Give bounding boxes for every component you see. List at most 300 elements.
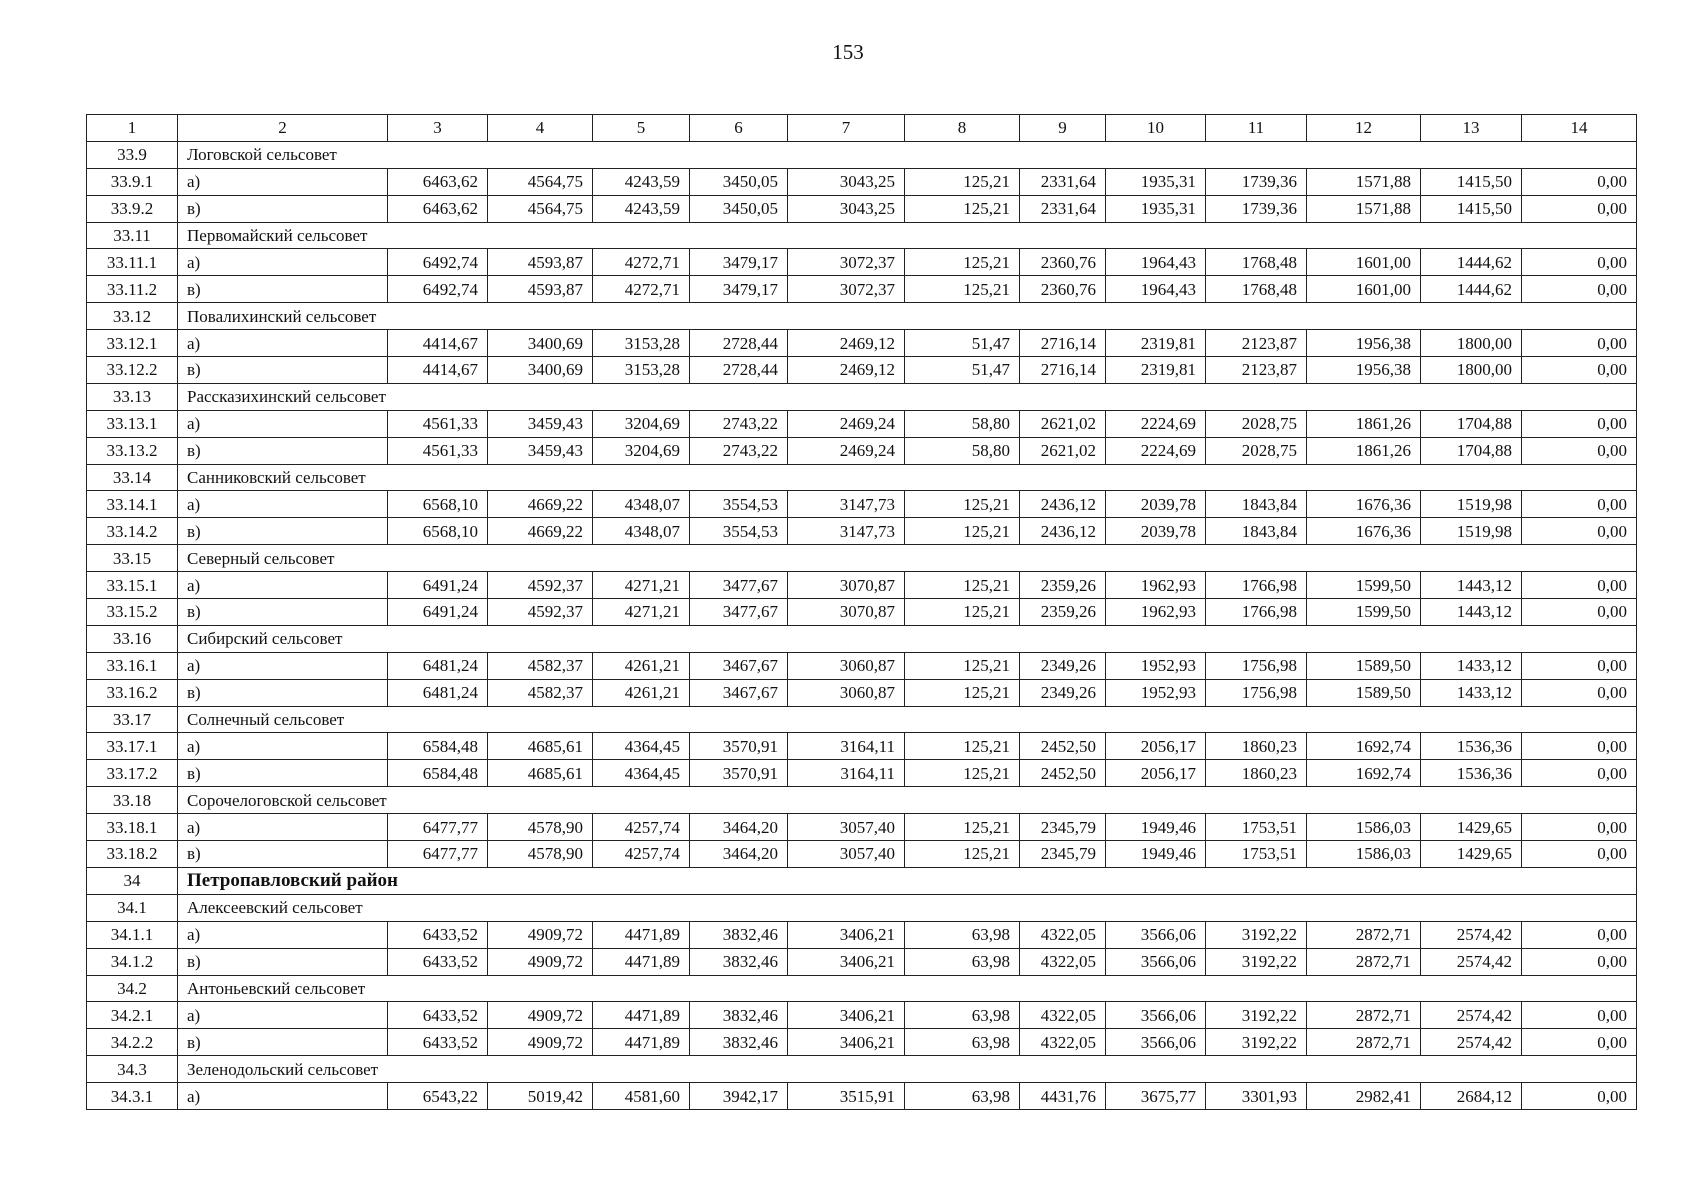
table-body <box>87 115 1637 1110</box>
section-name: Зеленодольский сельсовет <box>178 1056 1637 1083</box>
table-cell: 3459,43 <box>488 437 593 464</box>
table-cell: 4592,37 <box>488 599 593 626</box>
table-cell: 2728,44 <box>690 357 788 384</box>
table-cell: 6481,24 <box>388 652 488 679</box>
table-cell: 1952,93 <box>1106 652 1206 679</box>
table-cell: 2039,78 <box>1106 518 1206 545</box>
table-cell: 4471,89 <box>593 1002 690 1029</box>
table-cell: 1536,36 <box>1421 733 1522 760</box>
section-row <box>87 222 1637 249</box>
table-row <box>87 572 1637 599</box>
table-cell: 4471,89 <box>593 1029 690 1056</box>
row-variant: а) <box>178 249 388 276</box>
table-cell: 1429,65 <box>1421 814 1522 841</box>
row-variant: а) <box>178 814 388 841</box>
table-cell: 3566,06 <box>1106 948 1206 975</box>
table-cell: 3406,21 <box>788 921 905 948</box>
table-cell: 125,21 <box>905 814 1020 841</box>
table-cell: 2360,76 <box>1020 276 1106 303</box>
table-row <box>87 814 1637 841</box>
section-name: Северный сельсовет <box>178 545 1637 572</box>
table-cell: 1676,36 <box>1307 518 1421 545</box>
table-cell: 3043,25 <box>788 195 905 222</box>
table-cell: 2574,42 <box>1421 1002 1522 1029</box>
table-cell: 0,00 <box>1522 572 1637 599</box>
table-cell: 0,00 <box>1522 599 1637 626</box>
table-cell: 0,00 <box>1522 357 1637 384</box>
table-cell: 4364,45 <box>593 733 690 760</box>
table-cell: 3400,69 <box>488 357 593 384</box>
table-cell: 1415,50 <box>1421 195 1522 222</box>
table-cell: 1956,38 <box>1307 330 1421 357</box>
table-cell: 3072,37 <box>788 276 905 303</box>
table-cell: 4272,71 <box>593 249 690 276</box>
section-name: Санниковский сельсовет <box>178 464 1637 491</box>
table-cell: 1519,98 <box>1421 518 1522 545</box>
section-name: Повалихинский сельсовет <box>178 303 1637 330</box>
section-name: Солнечный сельсовет <box>178 706 1637 733</box>
table-cell: 51,47 <box>905 330 1020 357</box>
table-cell: 2574,42 <box>1421 921 1522 948</box>
row-number: 33.15.2 <box>87 599 178 626</box>
table-cell: 1800,00 <box>1421 330 1522 357</box>
row-variant: в) <box>178 760 388 787</box>
row-number: 33.15.1 <box>87 572 178 599</box>
row-variant: в) <box>178 841 388 868</box>
row-number: 33.18 <box>87 787 178 814</box>
column-header: 8 <box>905 115 1020 142</box>
table-cell: 3070,87 <box>788 572 905 599</box>
column-header: 11 <box>1206 115 1307 142</box>
table-cell: 4592,37 <box>488 572 593 599</box>
row-number: 34 <box>87 867 178 894</box>
table-cell: 1571,88 <box>1307 168 1421 195</box>
table-cell: 125,21 <box>905 572 1020 599</box>
table-cell: 3832,46 <box>690 1002 788 1029</box>
table-cell: 3147,73 <box>788 518 905 545</box>
table-cell: 4322,05 <box>1020 921 1106 948</box>
table-cell: 125,21 <box>905 733 1020 760</box>
table-cell: 4271,21 <box>593 599 690 626</box>
table-cell: 6433,52 <box>388 948 488 975</box>
table-cell: 3515,91 <box>788 1083 905 1110</box>
table-row <box>87 599 1637 626</box>
table-cell: 2872,71 <box>1307 921 1421 948</box>
table-cell: 6568,10 <box>388 518 488 545</box>
table-row <box>87 330 1637 357</box>
table-cell: 3832,46 <box>690 921 788 948</box>
table-cell: 4578,90 <box>488 841 593 868</box>
row-variant: а) <box>178 1083 388 1110</box>
table-cell: 2349,26 <box>1020 652 1106 679</box>
row-variant: а) <box>178 410 388 437</box>
table-cell: 1601,00 <box>1307 276 1421 303</box>
table-cell: 1599,50 <box>1307 572 1421 599</box>
table-cell: 1952,93 <box>1106 679 1206 706</box>
column-header: 6 <box>690 115 788 142</box>
table-cell: 2621,02 <box>1020 437 1106 464</box>
table-row <box>87 168 1637 195</box>
table-cell: 1443,12 <box>1421 572 1522 599</box>
table-cell: 125,21 <box>905 652 1020 679</box>
table-cell: 3477,67 <box>690 599 788 626</box>
table-cell: 4243,59 <box>593 195 690 222</box>
table-cell: 1739,36 <box>1206 168 1307 195</box>
table-cell: 4578,90 <box>488 814 593 841</box>
table-cell: 3566,06 <box>1106 921 1206 948</box>
table-cell: 58,80 <box>905 410 1020 437</box>
table-cell: 1415,50 <box>1421 168 1522 195</box>
row-number: 33.15 <box>87 545 178 572</box>
table-cell: 4909,72 <box>488 1029 593 1056</box>
row-number: 33.17 <box>87 706 178 733</box>
table-cell: 0,00 <box>1522 841 1637 868</box>
section-row <box>87 1056 1637 1083</box>
table-cell: 1739,36 <box>1206 195 1307 222</box>
table-cell: 3675,77 <box>1106 1083 1206 1110</box>
row-number: 33.13.1 <box>87 410 178 437</box>
row-number: 33.9.2 <box>87 195 178 222</box>
row-number: 33.18.1 <box>87 814 178 841</box>
table-row <box>87 518 1637 545</box>
table-cell: 1935,31 <box>1106 168 1206 195</box>
table-cell: 3060,87 <box>788 652 905 679</box>
table-row <box>87 841 1637 868</box>
table-cell: 3043,25 <box>788 168 905 195</box>
table-cell: 6463,62 <box>388 195 488 222</box>
row-number: 33.13 <box>87 383 178 410</box>
table-cell: 4271,21 <box>593 572 690 599</box>
table-cell: 1756,98 <box>1206 652 1307 679</box>
table-cell: 2123,87 <box>1206 357 1307 384</box>
table-cell: 2452,50 <box>1020 733 1106 760</box>
table-cell: 3467,67 <box>690 679 788 706</box>
row-number: 33.18.2 <box>87 841 178 868</box>
row-number: 34.2.2 <box>87 1029 178 1056</box>
table-cell: 1443,12 <box>1421 599 1522 626</box>
table-cell: 4909,72 <box>488 948 593 975</box>
table-cell: 2123,87 <box>1206 330 1307 357</box>
column-header: 7 <box>788 115 905 142</box>
tariff-table <box>86 114 1637 1110</box>
table-cell: 125,21 <box>905 249 1020 276</box>
table-cell: 2331,64 <box>1020 168 1106 195</box>
table-cell: 6433,52 <box>388 1002 488 1029</box>
section-row <box>87 383 1637 410</box>
table-cell: 4272,71 <box>593 276 690 303</box>
table-cell: 4669,22 <box>488 518 593 545</box>
row-variant: а) <box>178 168 388 195</box>
table-cell: 5019,42 <box>488 1083 593 1110</box>
table-cell: 2056,17 <box>1106 733 1206 760</box>
table-cell: 3400,69 <box>488 330 593 357</box>
table-cell: 1768,48 <box>1206 276 1307 303</box>
table-header-row <box>87 115 1637 142</box>
section-row <box>87 464 1637 491</box>
row-variant: в) <box>178 276 388 303</box>
table-cell: 4348,07 <box>593 491 690 518</box>
table-cell: 1586,03 <box>1307 841 1421 868</box>
table-cell: 1692,74 <box>1307 760 1421 787</box>
table-cell: 0,00 <box>1522 195 1637 222</box>
row-number: 34.1.1 <box>87 921 178 948</box>
table-cell: 2872,71 <box>1307 1029 1421 1056</box>
table-cell: 2982,41 <box>1307 1083 1421 1110</box>
table-cell: 2728,44 <box>690 330 788 357</box>
column-header: 9 <box>1020 115 1106 142</box>
table-cell: 1704,88 <box>1421 437 1522 464</box>
table-cell: 1768,48 <box>1206 249 1307 276</box>
table-cell: 2359,26 <box>1020 599 1106 626</box>
row-variant: а) <box>178 491 388 518</box>
table-cell: 3072,37 <box>788 249 905 276</box>
row-number: 33.16.1 <box>87 652 178 679</box>
table-cell: 2349,26 <box>1020 679 1106 706</box>
table-cell: 3570,91 <box>690 733 788 760</box>
row-number: 33.16 <box>87 625 178 652</box>
table-cell: 1704,88 <box>1421 410 1522 437</box>
table-cell: 4431,76 <box>1020 1083 1106 1110</box>
row-number: 34.3 <box>87 1056 178 1083</box>
table-cell: 2224,69 <box>1106 410 1206 437</box>
section-row <box>87 303 1637 330</box>
row-variant: в) <box>178 1029 388 1056</box>
table-cell: 3459,43 <box>488 410 593 437</box>
table-row <box>87 1083 1637 1110</box>
section-name: Первомайский сельсовет <box>178 222 1637 249</box>
table-cell: 3164,11 <box>788 733 905 760</box>
table-cell: 2436,12 <box>1020 491 1106 518</box>
table-cell: 6584,48 <box>388 733 488 760</box>
table-cell: 0,00 <box>1522 1083 1637 1110</box>
table-cell: 2331,64 <box>1020 195 1106 222</box>
table-cell: 1756,98 <box>1206 679 1307 706</box>
table-cell: 0,00 <box>1522 410 1637 437</box>
table-cell: 4561,33 <box>388 410 488 437</box>
table-cell: 0,00 <box>1522 652 1637 679</box>
row-variant: а) <box>178 733 388 760</box>
table-cell: 1753,51 <box>1206 814 1307 841</box>
table-cell: 63,98 <box>905 921 1020 948</box>
table-cell: 6477,77 <box>388 814 488 841</box>
table-cell: 3450,05 <box>690 195 788 222</box>
section-row <box>87 141 1637 168</box>
table-cell: 0,00 <box>1522 330 1637 357</box>
table-cell: 3570,91 <box>690 760 788 787</box>
table-cell: 1843,84 <box>1206 491 1307 518</box>
table-cell: 1962,93 <box>1106 599 1206 626</box>
table-cell: 0,00 <box>1522 437 1637 464</box>
table-cell: 58,80 <box>905 437 1020 464</box>
table-cell: 125,21 <box>905 841 1020 868</box>
table-cell: 1860,23 <box>1206 733 1307 760</box>
table-cell: 2028,75 <box>1206 437 1307 464</box>
row-variant: в) <box>178 518 388 545</box>
table-cell: 3942,17 <box>690 1083 788 1110</box>
table-cell: 1571,88 <box>1307 195 1421 222</box>
table-row <box>87 249 1637 276</box>
table-cell: 6491,24 <box>388 572 488 599</box>
row-variant: в) <box>178 948 388 975</box>
table-cell: 6481,24 <box>388 679 488 706</box>
table-cell: 0,00 <box>1522 760 1637 787</box>
table-cell: 2684,12 <box>1421 1083 1522 1110</box>
table-cell: 2716,14 <box>1020 357 1106 384</box>
table-row <box>87 437 1637 464</box>
table-cell: 1536,36 <box>1421 760 1522 787</box>
table-cell: 3467,67 <box>690 652 788 679</box>
row-variant: а) <box>178 330 388 357</box>
row-number: 33.14.2 <box>87 518 178 545</box>
table-cell: 2574,42 <box>1421 948 1522 975</box>
row-variant: а) <box>178 572 388 599</box>
table-cell: 1599,50 <box>1307 599 1421 626</box>
table-cell: 125,21 <box>905 518 1020 545</box>
table-cell: 125,21 <box>905 760 1020 787</box>
table-cell: 0,00 <box>1522 168 1637 195</box>
table-cell: 1860,23 <box>1206 760 1307 787</box>
table-cell: 4322,05 <box>1020 1029 1106 1056</box>
table-cell: 125,21 <box>905 491 1020 518</box>
table-cell: 6584,48 <box>388 760 488 787</box>
table-cell: 2452,50 <box>1020 760 1106 787</box>
table-cell: 1766,98 <box>1206 599 1307 626</box>
table-row <box>87 652 1637 679</box>
table-cell: 4581,60 <box>593 1083 690 1110</box>
table-cell: 4257,74 <box>593 841 690 868</box>
section-name: Алексеевский сельсовет <box>178 894 1637 921</box>
table-cell: 6492,74 <box>388 249 488 276</box>
table-cell: 4414,67 <box>388 330 488 357</box>
table-cell: 2345,79 <box>1020 841 1106 868</box>
table-cell: 0,00 <box>1522 1002 1637 1029</box>
table-cell: 3832,46 <box>690 948 788 975</box>
table-cell: 1861,26 <box>1307 437 1421 464</box>
table-cell: 3301,93 <box>1206 1083 1307 1110</box>
table-cell: 63,98 <box>905 1083 1020 1110</box>
table-cell: 1601,00 <box>1307 249 1421 276</box>
table-cell: 2469,12 <box>788 330 905 357</box>
table-cell: 3832,46 <box>690 1029 788 1056</box>
table-cell: 3070,87 <box>788 599 905 626</box>
table-cell: 3566,06 <box>1106 1002 1206 1029</box>
table-cell: 1861,26 <box>1307 410 1421 437</box>
table-cell: 0,00 <box>1522 814 1637 841</box>
table-cell: 2743,22 <box>690 437 788 464</box>
table-cell: 1444,62 <box>1421 249 1522 276</box>
row-variant: а) <box>178 652 388 679</box>
table-cell: 3479,17 <box>690 249 788 276</box>
table-row <box>87 733 1637 760</box>
table-cell: 6477,77 <box>388 841 488 868</box>
table-cell: 3554,53 <box>690 491 788 518</box>
column-header: 2 <box>178 115 388 142</box>
section-name: Логовской сельсовет <box>178 141 1637 168</box>
row-number: 33.9 <box>87 141 178 168</box>
table-cell: 3464,20 <box>690 814 788 841</box>
table-cell: 1429,65 <box>1421 841 1522 868</box>
row-number: 33.13.2 <box>87 437 178 464</box>
table-cell: 1964,43 <box>1106 276 1206 303</box>
row-number: 33.9.1 <box>87 168 178 195</box>
table-cell: 125,21 <box>905 195 1020 222</box>
table-row <box>87 357 1637 384</box>
row-variant: в) <box>178 437 388 464</box>
table-cell: 2469,24 <box>788 437 905 464</box>
table-cell: 2028,75 <box>1206 410 1307 437</box>
table-cell: 2469,24 <box>788 410 905 437</box>
row-number: 33.14.1 <box>87 491 178 518</box>
table-cell: 1753,51 <box>1206 841 1307 868</box>
table-cell: 4582,37 <box>488 652 593 679</box>
table-cell: 1433,12 <box>1421 679 1522 706</box>
table-cell: 3192,22 <box>1206 1002 1307 1029</box>
table-cell: 3554,53 <box>690 518 788 545</box>
table-cell: 3164,11 <box>788 760 905 787</box>
table-cell: 3192,22 <box>1206 948 1307 975</box>
table-cell: 0,00 <box>1522 518 1637 545</box>
row-number: 33.12.2 <box>87 357 178 384</box>
row-variant: в) <box>178 357 388 384</box>
table-cell: 2743,22 <box>690 410 788 437</box>
column-header: 10 <box>1106 115 1206 142</box>
table-cell: 3192,22 <box>1206 921 1307 948</box>
table-cell: 4909,72 <box>488 1002 593 1029</box>
table-cell: 3153,28 <box>593 357 690 384</box>
table-cell: 1589,50 <box>1307 652 1421 679</box>
table-cell: 4261,21 <box>593 679 690 706</box>
table-cell: 1676,36 <box>1307 491 1421 518</box>
table-cell: 1766,98 <box>1206 572 1307 599</box>
table-cell: 4593,87 <box>488 249 593 276</box>
table-cell: 3450,05 <box>690 168 788 195</box>
table-row <box>87 921 1637 948</box>
table-cell: 2469,12 <box>788 357 905 384</box>
section-row <box>87 975 1637 1002</box>
table-cell: 3406,21 <box>788 1002 905 1029</box>
table-cell: 6568,10 <box>388 491 488 518</box>
table-cell: 4471,89 <box>593 948 690 975</box>
row-number: 33.11 <box>87 222 178 249</box>
row-number: 33.11.2 <box>87 276 178 303</box>
section-name: Рассказихинский сельсовет <box>178 383 1637 410</box>
table-cell: 4471,89 <box>593 921 690 948</box>
column-header: 1 <box>87 115 178 142</box>
table-cell: 0,00 <box>1522 249 1637 276</box>
table-cell: 1800,00 <box>1421 357 1522 384</box>
section-row <box>87 545 1637 572</box>
table-cell: 1586,03 <box>1307 814 1421 841</box>
row-variant: в) <box>178 195 388 222</box>
section-name: Сибирский сельсовет <box>178 625 1637 652</box>
table-cell: 63,98 <box>905 1029 1020 1056</box>
column-header: 14 <box>1522 115 1637 142</box>
row-number: 33.11.1 <box>87 249 178 276</box>
column-header: 5 <box>593 115 690 142</box>
table-cell: 6491,24 <box>388 599 488 626</box>
table-row <box>87 276 1637 303</box>
table-cell: 4685,61 <box>488 760 593 787</box>
table-cell: 3204,69 <box>593 410 690 437</box>
column-header: 4 <box>488 115 593 142</box>
table-cell: 3153,28 <box>593 330 690 357</box>
table-cell: 2319,81 <box>1106 357 1206 384</box>
table-cell: 3479,17 <box>690 276 788 303</box>
table-cell: 4261,21 <box>593 652 690 679</box>
table-cell: 125,21 <box>905 679 1020 706</box>
table-cell: 2319,81 <box>1106 330 1206 357</box>
table-cell: 4685,61 <box>488 733 593 760</box>
